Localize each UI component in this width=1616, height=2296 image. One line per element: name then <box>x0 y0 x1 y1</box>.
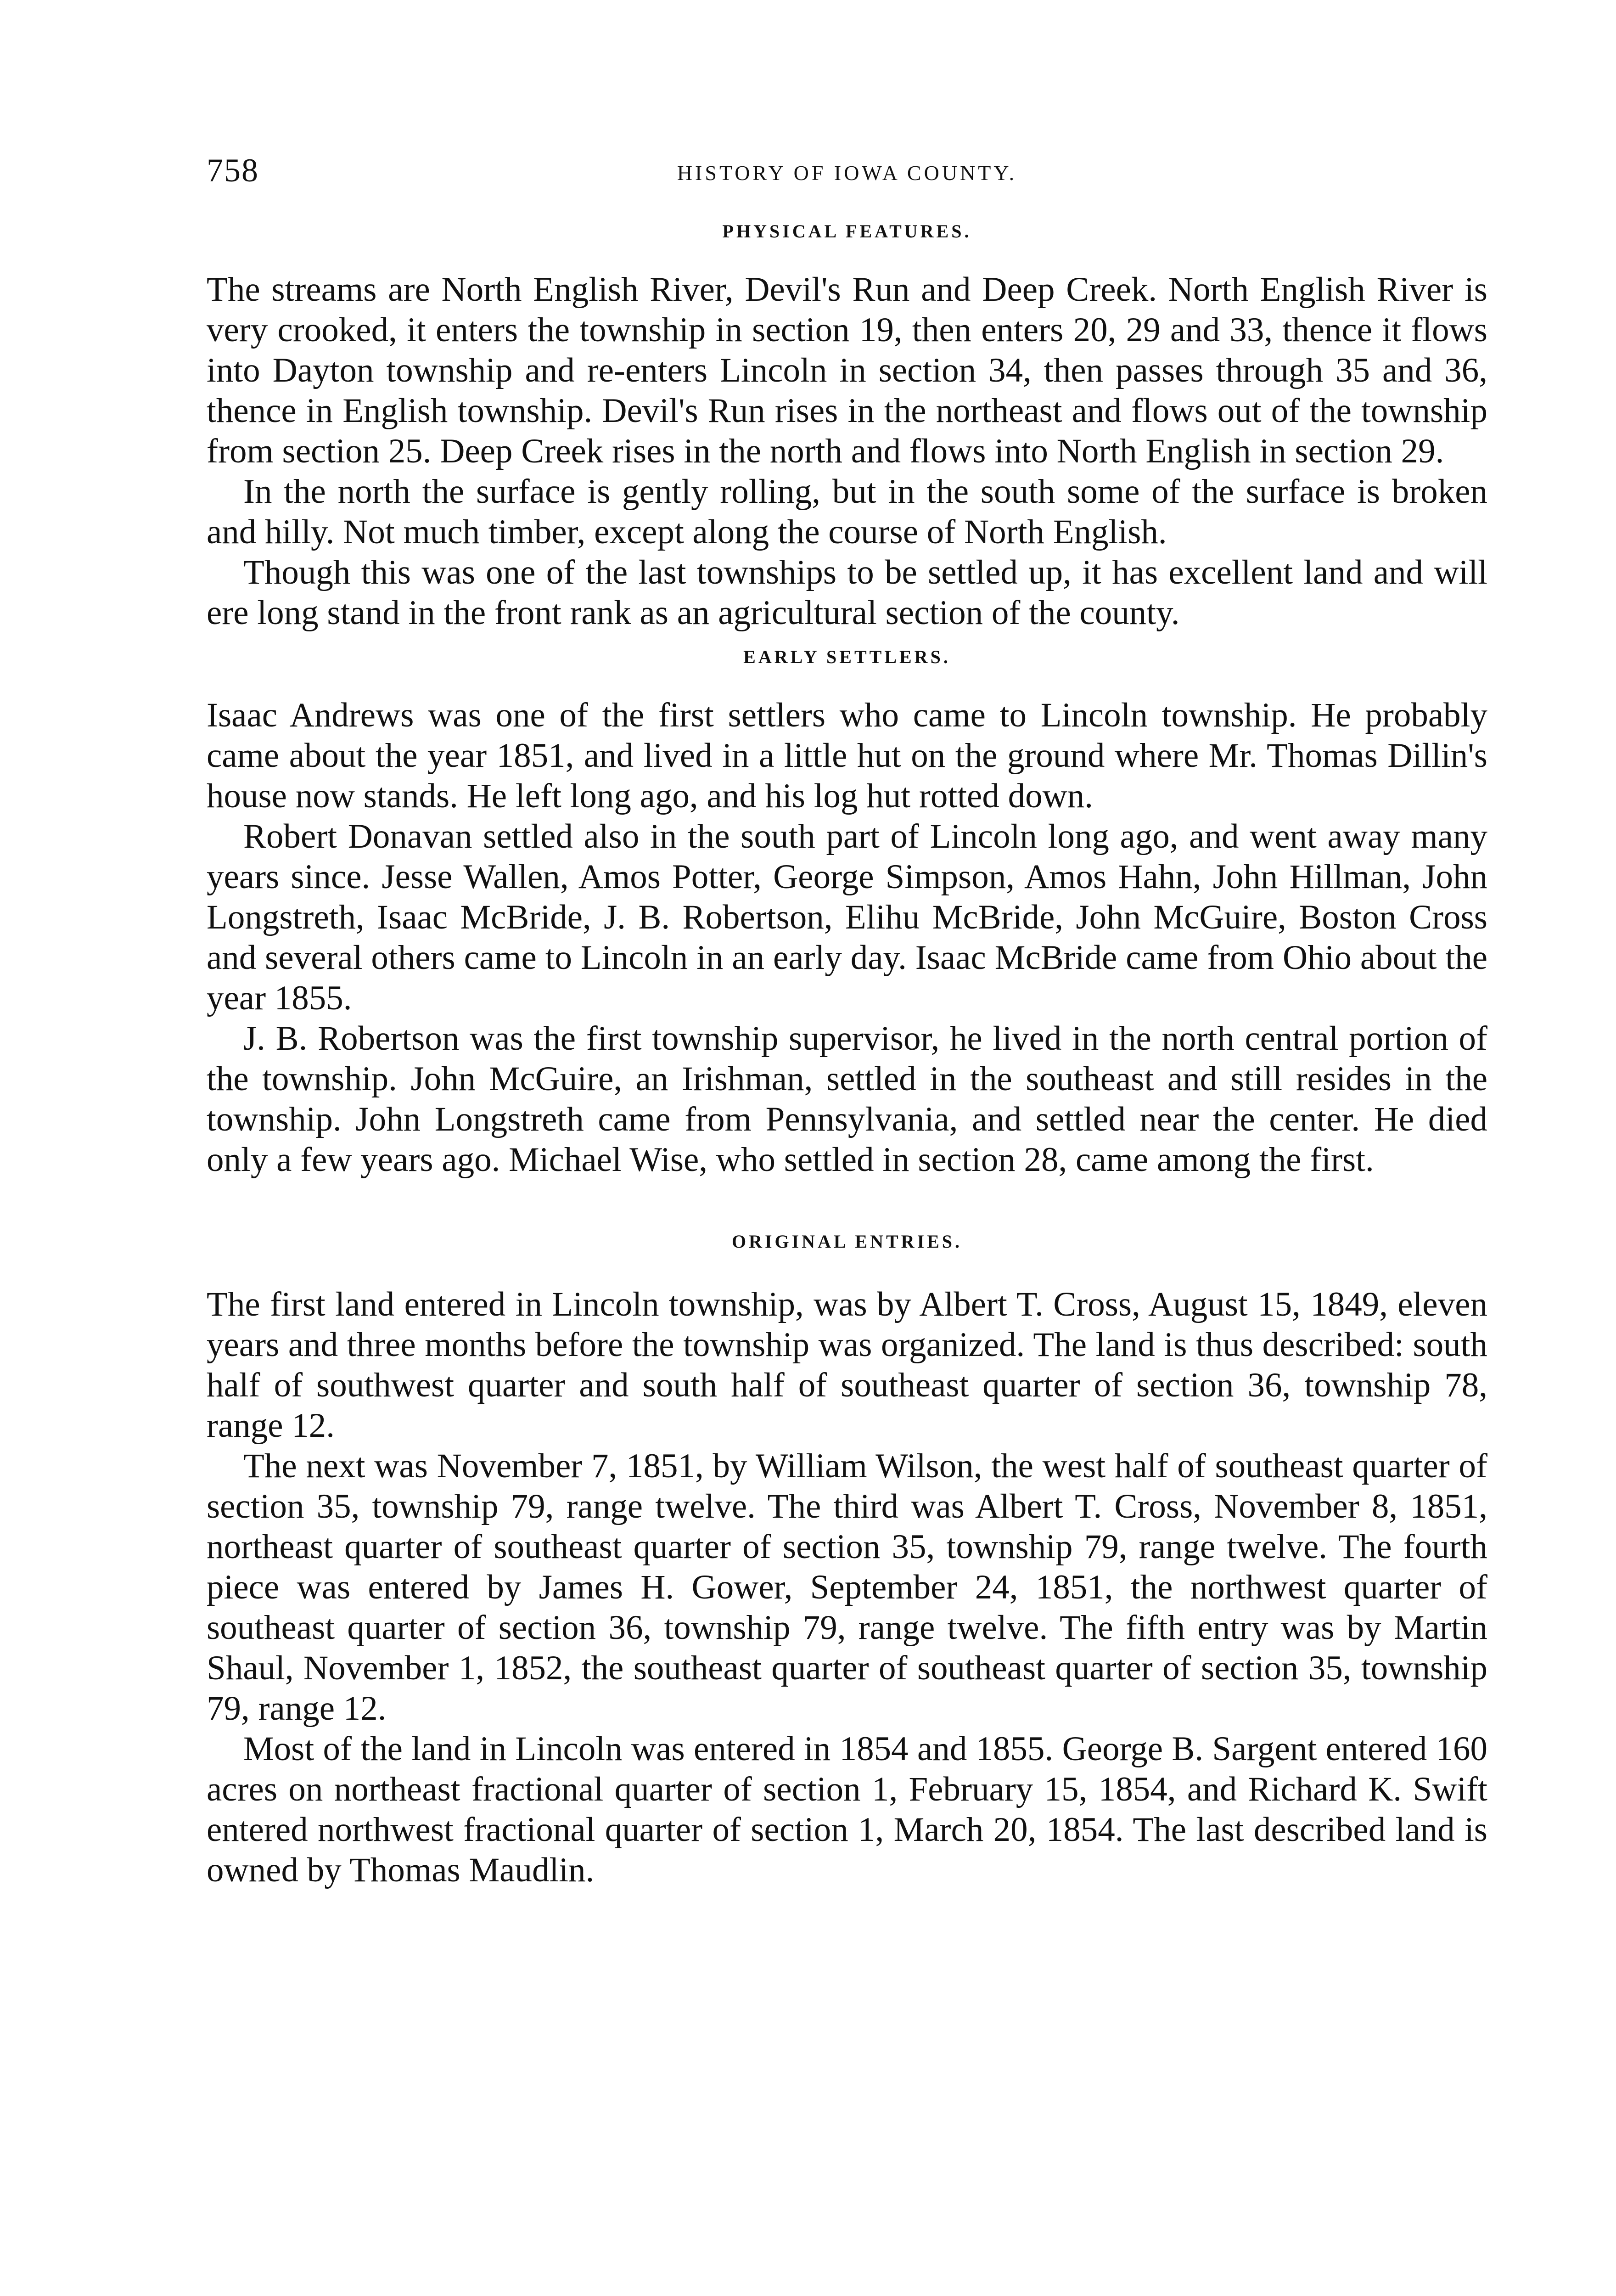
running-title: HISTORY OF IOWA COUNTY. <box>677 161 1017 185</box>
paragraph-robert-donavan: Robert Donavan settled also in the south part of Lincoln long ago, and went away many years since. Jesse Wallen, Amos Potter, George Simpson, Amos Hahn, John Hillman, John Longstreth, Isaac McBride, J. B. Robertson, Elihu McBride, John McGuire, Boston Cross and several others came to Lincoln in an early day. Isaac McBride came from Ohio about the year 1855. <box>207 817 1487 1017</box>
section-heading-original-entries: ORIGINAL ENTRIES. <box>731 1231 963 1252</box>
paragraph-land-quality: Though this was one of the last townships to be settled up, it has excellent land and will ere long stand in the front rank as an agricultural section of the county. <box>207 553 1487 632</box>
paragraph-jb-robertson: J. B. Robertson was the first township supervisor, he lived in the north central portion of the township. John McGuire, an Irishman, settled in the southeast and still resides in the township. John Longstreth came from Pennsylvania, and settled near the center. He died only a few years ago. Michael Wise, who settled in section 28, came among the first. <box>207 1019 1487 1179</box>
paragraph-subsequent-entries: The next was November 7, 1851, by William Wilson, the west half of southeast quarter of section 35, township 79, range twelve. The third was Albert T. Cross, November 8, 1851, northeast quarter of southeast quarter of section 35, township 79, range twelve. The fourth piece was entered by James H. Gower, September 24, 1851, the northwest quarter of southeast quarter of section 36, township 79, range twelve. The fifth entry was by Martin Shaul, November 1, 1852, the southeast quarter of southeast quarter of section 35, township 79, range 12. <box>207 1447 1487 1728</box>
book-page <box>207 152 1487 1891</box>
paragraph-isaac-andrews: Isaac Andrews was one of the first settlers who came to Lincoln township. He probably came about the year 1851, and lived in a little hut on the ground where Mr. Thomas Dillin's house now stands. He left long ago, and his log hut rotted down. <box>207 696 1487 815</box>
running-head <box>207 152 1487 207</box>
section-heading-early-settlers: EARLY SETTLERS. <box>743 647 951 667</box>
paragraph-first-land-entry: The first land entered in Lincoln township, was by Albert T. Cross, August 15, 1849, eleven years and three months before the township was organized. The land is thus described: south half of southwest quarter and south half of southeast quarter of section 36, township 78, range 12. <box>207 1285 1487 1445</box>
paragraph-surface: In the north the surface is gently rolling, but in the south some of the surface is broken and hilly. Not much timber, except along the course of North English. <box>207 473 1487 551</box>
section-heading-physical-features: PHYSICAL FEATURES. <box>722 221 972 242</box>
paragraph-1854-1855-entries: Most of the land in Lincoln was entered in 1854 and 1855. George B. Sargent entered 160 acres on northeast fractional quarter of section 1, February 15, 1854, and Richard K. Swift entered northwest fractional quarter of section 1, March 20, 1854. The last described land is owned by Thomas Maudlin. <box>207 1730 1487 1889</box>
paragraph-streams: The streams are North English River, Devil's Run and Deep Creek. North English River is very crooked, it enters the township in section 19, then enters 20, 29 and 33, thence it flows into Dayton township and re-enters Lincoln in section 34, then passes through 35 and 36, thence in English township. Devil's Run rises in the northeast and flows out of the township from section 25. Deep Creek rises in the north and flows into North English in section 29. <box>207 270 1487 470</box>
page-number: 758 <box>207 152 259 189</box>
